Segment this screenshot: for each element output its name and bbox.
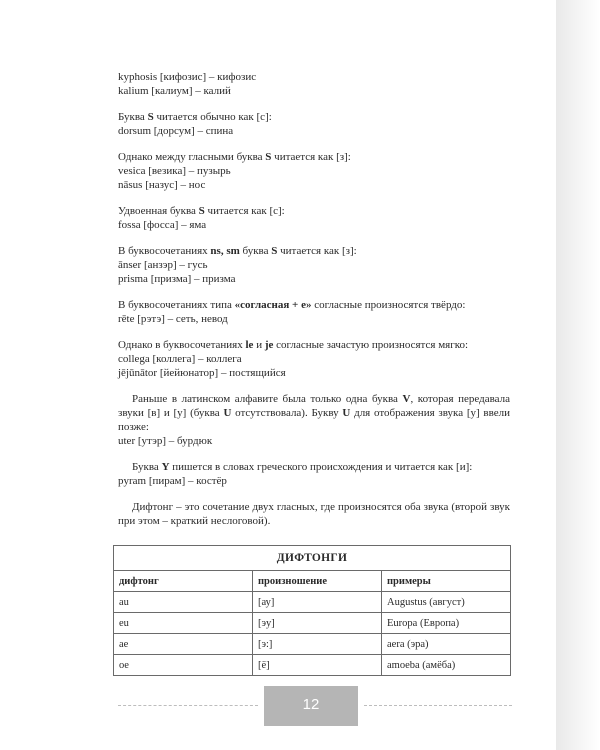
column-header: дифтонг <box>114 571 253 592</box>
table-row <box>114 613 511 634</box>
column-header: произношение <box>253 571 382 592</box>
text-line: fossa [фосса] – яма <box>118 219 207 231</box>
table-cell: [ё] <box>253 655 382 676</box>
text-line: jējūnātor [йейюнатор] – постящийся <box>118 367 286 379</box>
table-cell: [эу] <box>253 613 382 634</box>
text-line: Раньше в латинском алфавите была только одна буква V, которая передавала звуки [в] и [у] (буква U отсутствовала). Букву U для отображения звука [у] ввели позже: <box>118 393 510 433</box>
table-cell: oe <box>114 655 253 676</box>
paragraph-letter-v-u <box>118 392 510 448</box>
text-line: ānser [анзэр] – гусь <box>118 259 208 271</box>
page-number: 12 <box>264 686 358 726</box>
footer-rule-left <box>118 705 258 706</box>
table-cell: amoeba (амёба) <box>382 655 511 676</box>
text-line: Удвоенная буква S читается как [с]: <box>118 205 285 217</box>
table-cell: [э:] <box>253 634 382 655</box>
paragraph-letter-y <box>118 460 510 488</box>
paragraph-consonant-e <box>118 298 510 326</box>
table-cell: Augustus (август) <box>382 592 511 613</box>
text-line: kalium [калиум] – калий <box>118 85 231 97</box>
footer-rule-right <box>364 705 512 706</box>
paragraph-le-je <box>118 338 510 380</box>
text-line: В буквосочетаниях типа «согласная + e» согласные произносятся твёрдо: <box>118 299 466 311</box>
table-row <box>114 592 511 613</box>
text-line: vesica [везика] – пузырь <box>118 165 231 177</box>
table-cell: eu <box>114 613 253 634</box>
table-cell: ae <box>114 634 253 655</box>
table-cell: [ау] <box>253 592 382 613</box>
paragraph-ns-sm <box>118 244 510 286</box>
diphthong-table <box>113 545 511 676</box>
text-line: rēte [рэтэ] – сеть, невод <box>118 313 228 325</box>
text-line: Однако между гласными буква S читается как [з]: <box>118 151 351 163</box>
text-line: uter [утэр] – бурдюк <box>118 435 213 447</box>
page-body <box>118 70 510 540</box>
column-header: примеры <box>382 571 511 592</box>
text-line: Буква S читается обычно как [с]: <box>118 111 272 123</box>
table-title: ДИФТОНГИ <box>114 546 511 571</box>
table-cell: Europa (Европа) <box>382 613 511 634</box>
table-cell: au <box>114 592 253 613</box>
paragraph-diphthong-definition <box>118 500 510 528</box>
table-row <box>114 634 511 655</box>
paragraph-s-between-vowels <box>118 150 510 192</box>
table-row <box>114 655 511 676</box>
text-line: pyram [пирам] – костёр <box>118 475 227 487</box>
text-line: В буквосочетаниях ns, sm буква S читается как [з]: <box>118 245 357 257</box>
page-shadow <box>556 0 600 750</box>
text-line: Однако в буквосочетаниях le и je согласные зачастую произносятся мягко: <box>118 339 469 351</box>
text-line: Буква Y пишется в словах греческого происхождения и читается как [и]: <box>132 461 473 473</box>
text-line: prisma [призма] – призма <box>118 273 236 285</box>
paragraph-letter-s <box>118 110 510 138</box>
text-line: dorsum [дорсум] – спина <box>118 125 234 137</box>
paragraph-double-s <box>118 204 510 232</box>
text-line: Дифтонг – это сочетание двух гласных, где произносятся оба звука (второй звук при этом – краткий неслоговой). <box>118 501 510 527</box>
table-cell: aera (эра) <box>382 634 511 655</box>
paragraph-kyphosis <box>118 70 510 98</box>
text-line: collega [коллега] – коллега <box>118 353 242 365</box>
text-line: nāsus [назус] – нос <box>118 179 206 191</box>
text-line: kyphosis [кифозис] – кифозис <box>118 71 257 83</box>
